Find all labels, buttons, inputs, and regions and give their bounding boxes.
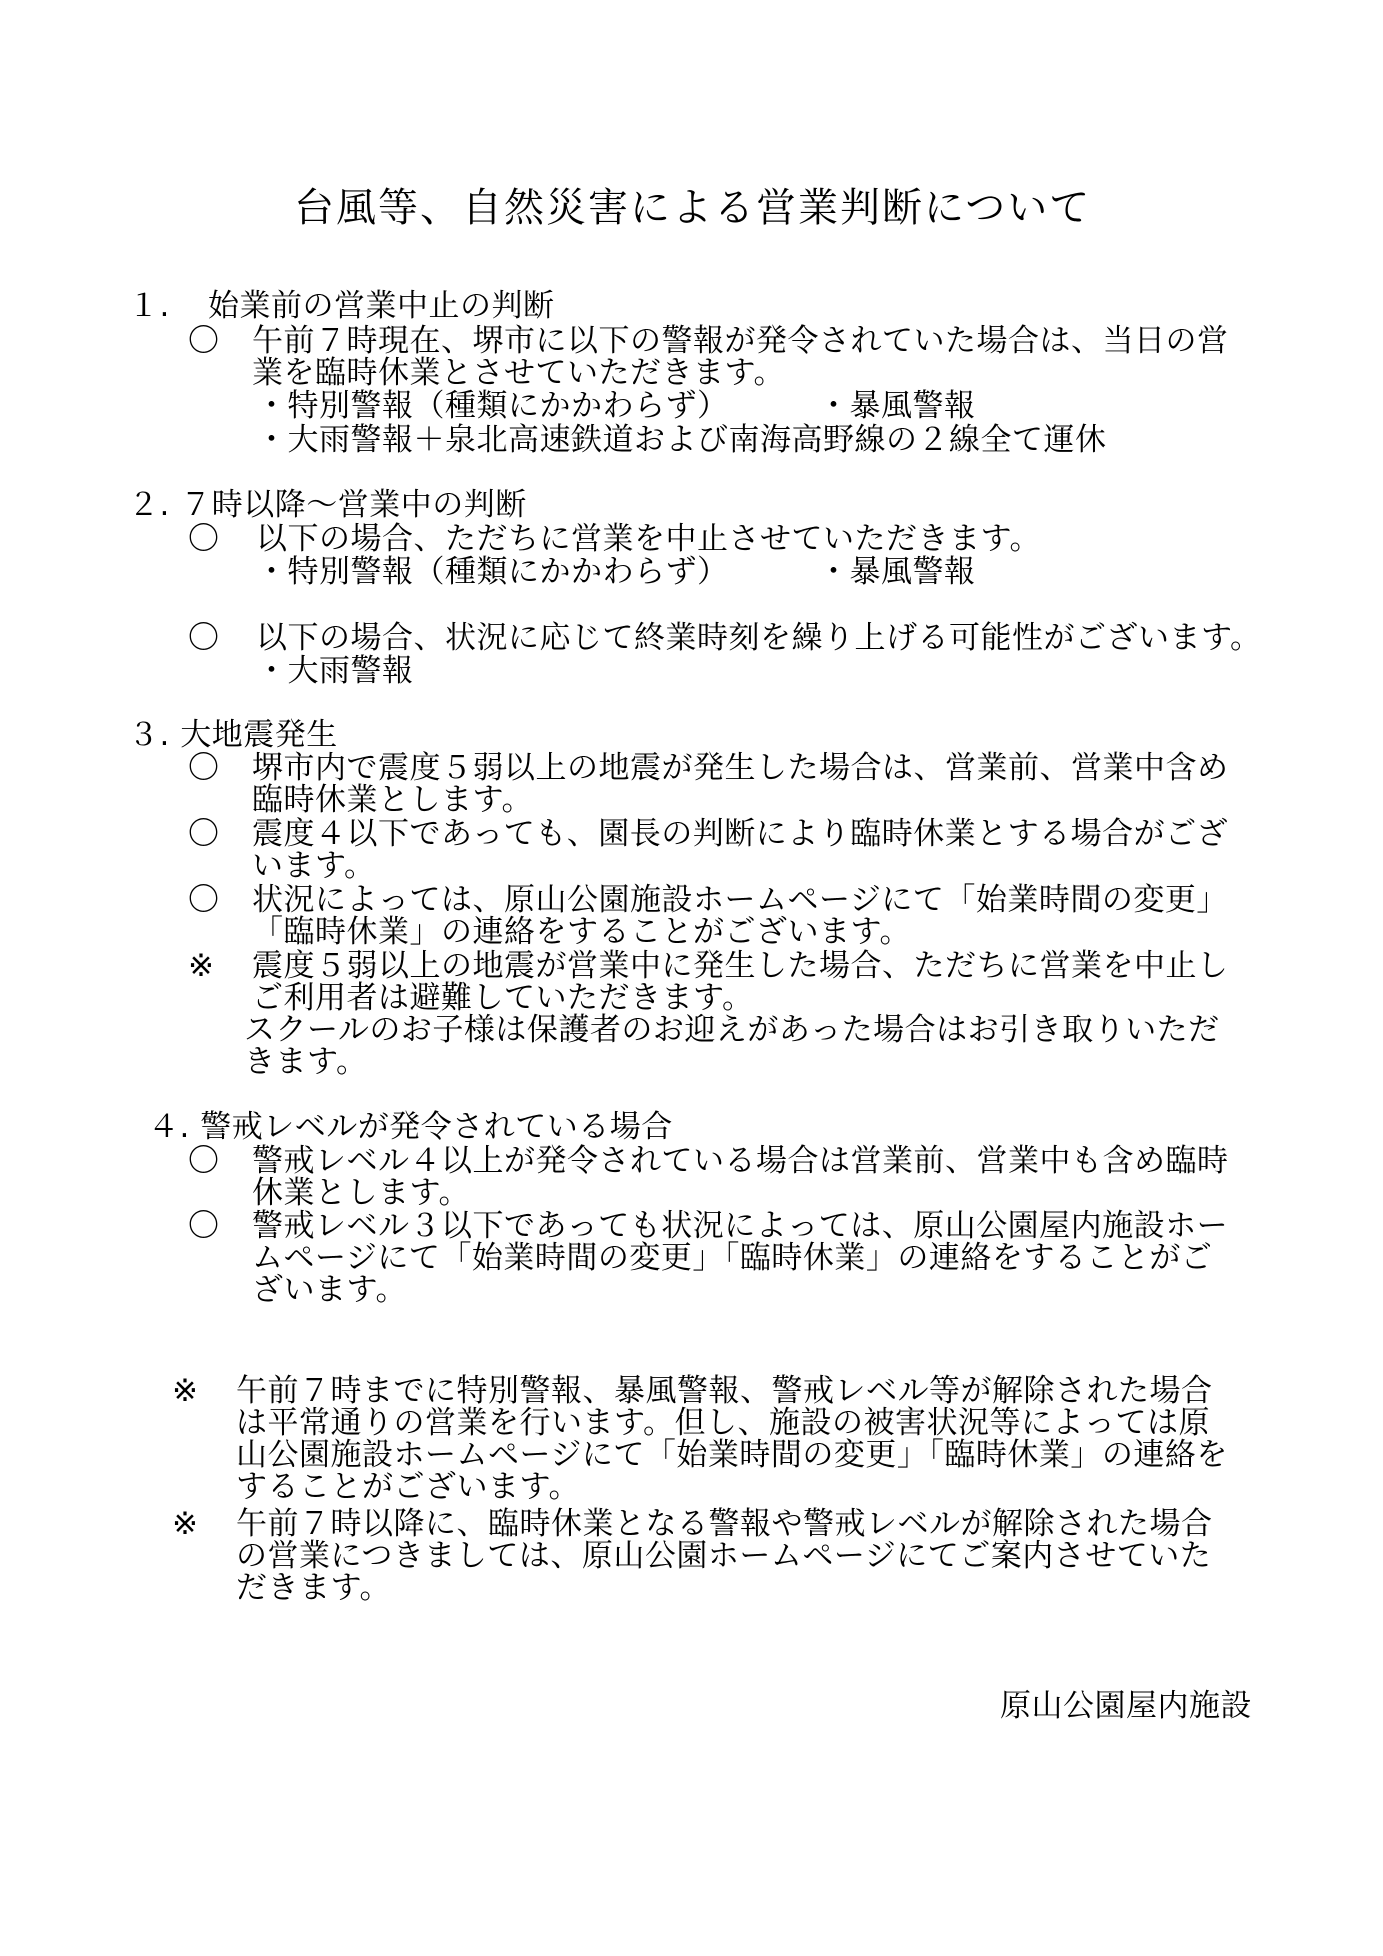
note-1-line-3: 山公園施設ホームページにて「始業時間の変更」「臨時休業」の連絡を — [236, 1437, 1228, 1473]
section-4-item-2-line-1: 警戒レベル３以下であっても状況によっては、原山公園屋内施設ホー — [252, 1208, 1229, 1244]
signature: 原山公園屋内施設 — [1000, 1688, 1252, 1724]
section-3-item-1-line-1: 堺市内で震度５弱以上の地震が発生した場合は、営業前、営業中含め — [252, 750, 1229, 786]
section-4-item-1-line-1: 警戒レベル４以上が発令されている場合は営業前、営業中も含め臨時 — [252, 1143, 1229, 1179]
section-4-item-1-line-2: 休業とします。 — [252, 1175, 471, 1211]
section-3-item-4-line-1: 震度５弱以上の地震が営業中に発生した場合、ただちに営業を中止し — [252, 948, 1229, 984]
circle-bullet: 〇 — [188, 750, 220, 786]
section-1-bullet-special-warning: ・特別警報（種類にかかわらず） — [256, 388, 729, 424]
circle-bullet: 〇 — [188, 620, 220, 656]
section-3-item-3-line-2: 「臨時休業」の連絡をすることがございます。 — [252, 914, 912, 950]
section-1-line-1: 午前７時現在、堺市に以下の警報が発令されていた場合は、当日の営 — [252, 323, 1229, 359]
note-2-line-1: 午前７時以降に、臨時休業となる警報や警戒レベルが解除された場合 — [236, 1506, 1213, 1542]
section-3-item-3-line-1: 状況によっては、原山公園施設ホームページにて「始業時間の変更」 — [252, 882, 1228, 918]
note-mark: ※ — [172, 1506, 199, 1542]
note-1-line-1: 午前７時までに特別警報、暴風警報、警戒レベル等が解除された場合 — [236, 1373, 1213, 1409]
note-1-line-2: は平常通りの営業を行います。但し、施設の被害状況等によっては原 — [236, 1405, 1211, 1441]
circle-bullet: 〇 — [188, 323, 220, 359]
section-1-line-2: 業を臨時休業とさせていただきます。 — [252, 355, 786, 391]
section-2-line-2: 以下の場合、状況に応じて終業時刻を繰り上げる可能性がございます。 — [256, 620, 1262, 656]
circle-bullet: 〇 — [188, 816, 220, 852]
circle-bullet: 〇 — [188, 1143, 220, 1179]
section-2-heading: ２. ７時以降～営業中の判断 — [128, 487, 527, 523]
section-4-item-2-line-3: ざいます。 — [252, 1272, 408, 1308]
section-4-item-2-line-2: ムページにて「始業時間の変更」「臨時休業」の連絡をすることがご — [252, 1240, 1213, 1276]
section-4-heading: ４. 警戒レベルが発令されている場合 — [148, 1109, 673, 1145]
note-2-line-3: だきます。 — [236, 1570, 392, 1606]
page-title: 台風等、自然災害による営業判断について — [294, 185, 1092, 231]
section-2-bullet-storm-warning: ・暴風警報 — [818, 554, 976, 590]
section-3-item-2-line-1: 震度４以下であっても、園長の判断により臨時休業とする場合がござ — [252, 816, 1229, 852]
circle-bullet: 〇 — [188, 521, 220, 557]
note-mark: ※ — [188, 948, 215, 984]
section-2-bullet-special-warning: ・特別警報（種類にかかわらず） — [256, 554, 729, 590]
circle-bullet: 〇 — [188, 1208, 220, 1244]
section-3-item-1-line-2: 臨時休業とします。 — [252, 782, 534, 818]
section-3-item-4-line-3: スクールのお子様は保護者のお迎えがあった場合はお引き取りいただ — [244, 1012, 1220, 1048]
circle-bullet: 〇 — [188, 882, 220, 918]
section-1-heading: 始業前の営業中止の判断 — [208, 288, 555, 324]
note-mark: ※ — [172, 1373, 199, 1409]
note-1-line-4: することがございます。 — [236, 1469, 581, 1505]
section-3-item-4-line-4: きます。 — [244, 1044, 368, 1080]
section-1-bullet-heavy-rain: ・大雨警報＋泉北高速鉄道および南海高野線の２線全て運休 — [256, 422, 1107, 458]
section-1-number: １. — [128, 288, 170, 324]
note-2-line-2: の営業につきましては、原山公園ホームページにてご案内させていた — [236, 1538, 1212, 1574]
section-3-heading: ３. 大地震発生 — [128, 717, 338, 753]
section-2-line-1: 以下の場合、ただちに営業を中止させていただきます。 — [256, 521, 1042, 557]
section-1-bullet-storm-warning: ・暴風警報 — [818, 388, 976, 424]
section-3-item-4-line-2: ご利用者は避難していただきます。 — [252, 980, 754, 1016]
section-2-bullet-heavy-rain: ・大雨警報 — [256, 653, 414, 689]
section-3-item-2-line-2: います。 — [252, 848, 376, 884]
